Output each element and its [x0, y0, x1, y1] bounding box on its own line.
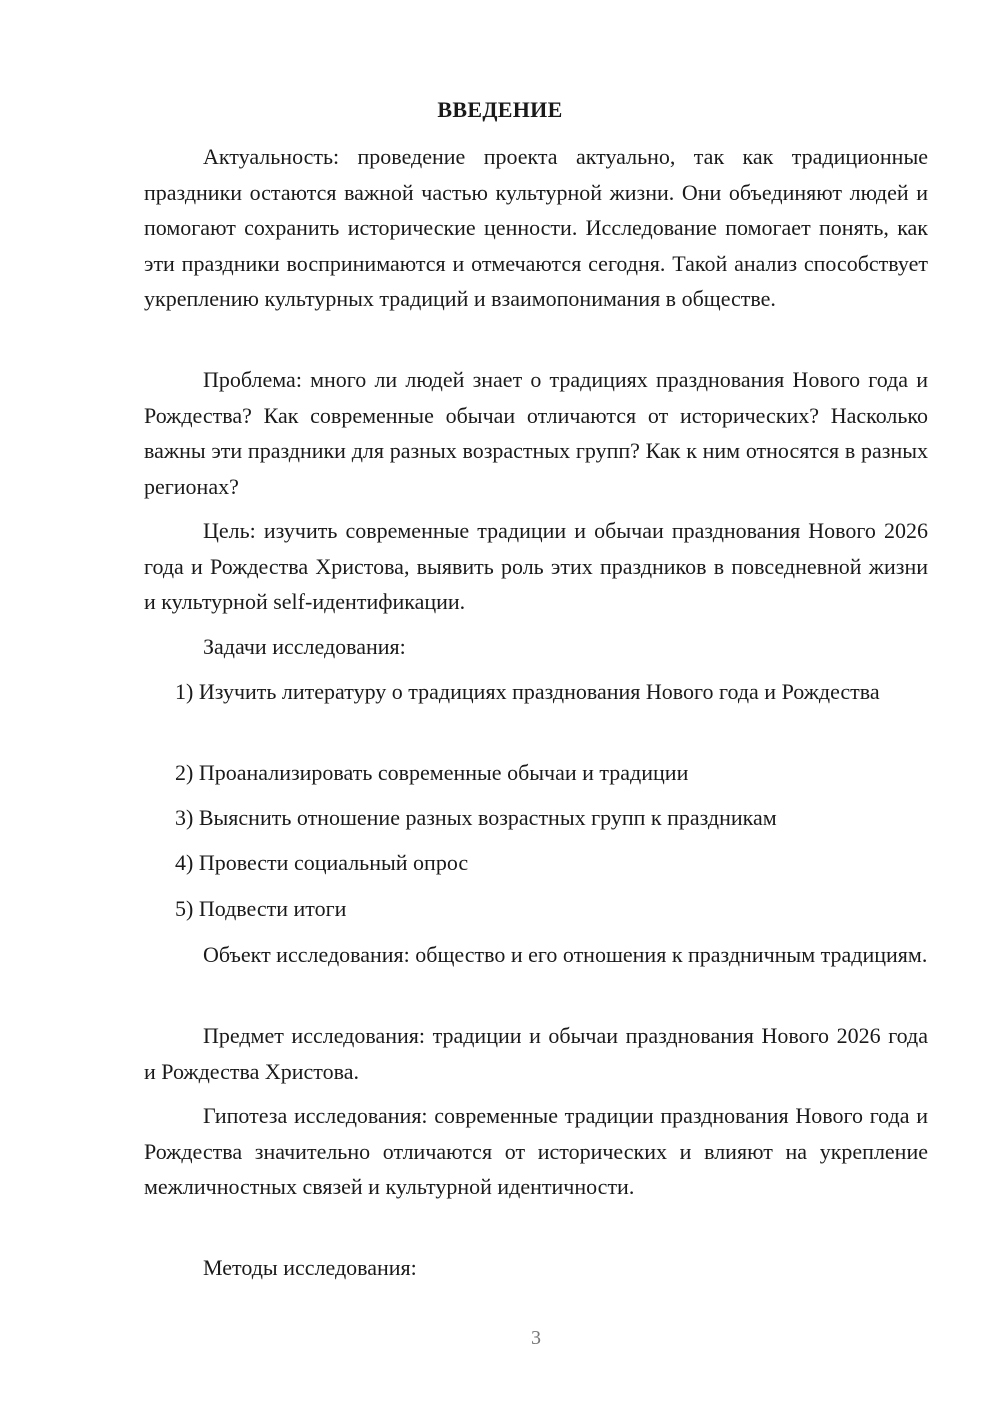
relevance-paragraph: Актуальность: проведение проекта актуально, так как традиционные праздники остаются важной частью культурной жизни. Они объединяют людей и помогают сохранить исторические ценности. Исследование помогает понять, как эти праздники воспринимаются и отмечаются сегодня. Такой анализ способствует укреплению культурных традиций и взаимопонимания в обществе.: [144, 144, 928, 311]
subject-paragraph: Предмет исследования: традиции и обычаи празднования Нового 2026 года и Рождества Христова.: [144, 1023, 928, 1084]
task-item-1: 1) Изучить литературу о традициях празднования Нового года и Рождества: [175, 679, 880, 704]
methods-heading: Методы исследования:: [203, 1255, 417, 1280]
hypothesis-paragraph: Гипотеза исследования: современные традиции празднования Нового года и Рождества значительно отличаются от исторических и влияют на укрепление межличностных связей и культурной идентичности.: [144, 1103, 928, 1199]
task-item-5: 5) Подвести итоги: [175, 896, 347, 921]
task-item-4: 4) Провести социальный опрос: [175, 850, 469, 875]
problem-paragraph: Проблема: много ли людей знает о традициях празднования Нового года и Рождества? Как современные обычаи отличаются от исторических? Насколько важны эти праздники для разных возрастных групп? Как к ним относятся в разных регионах?: [144, 367, 928, 499]
object-paragraph: Объект исследования: общество и его отношения к праздничным традициям.: [203, 942, 928, 967]
page-number: 3: [531, 1327, 541, 1349]
goal-paragraph: Цель: изучить современные традиции и обычаи празднования Нового 2026 года и Рождества Христова, выявить роль этих праздников в повседневной жизни и культурной self-идентификации.: [144, 518, 928, 614]
task-item-2: 2) Проанализировать современные обычаи и традиции: [175, 760, 689, 785]
tasks-heading: Задачи исследования:: [203, 634, 406, 659]
task-item-3: 3) Выяснить отношение разных возрастных групп к праздникам: [175, 805, 777, 830]
section-title: ВВЕДЕНИЕ: [437, 97, 563, 122]
